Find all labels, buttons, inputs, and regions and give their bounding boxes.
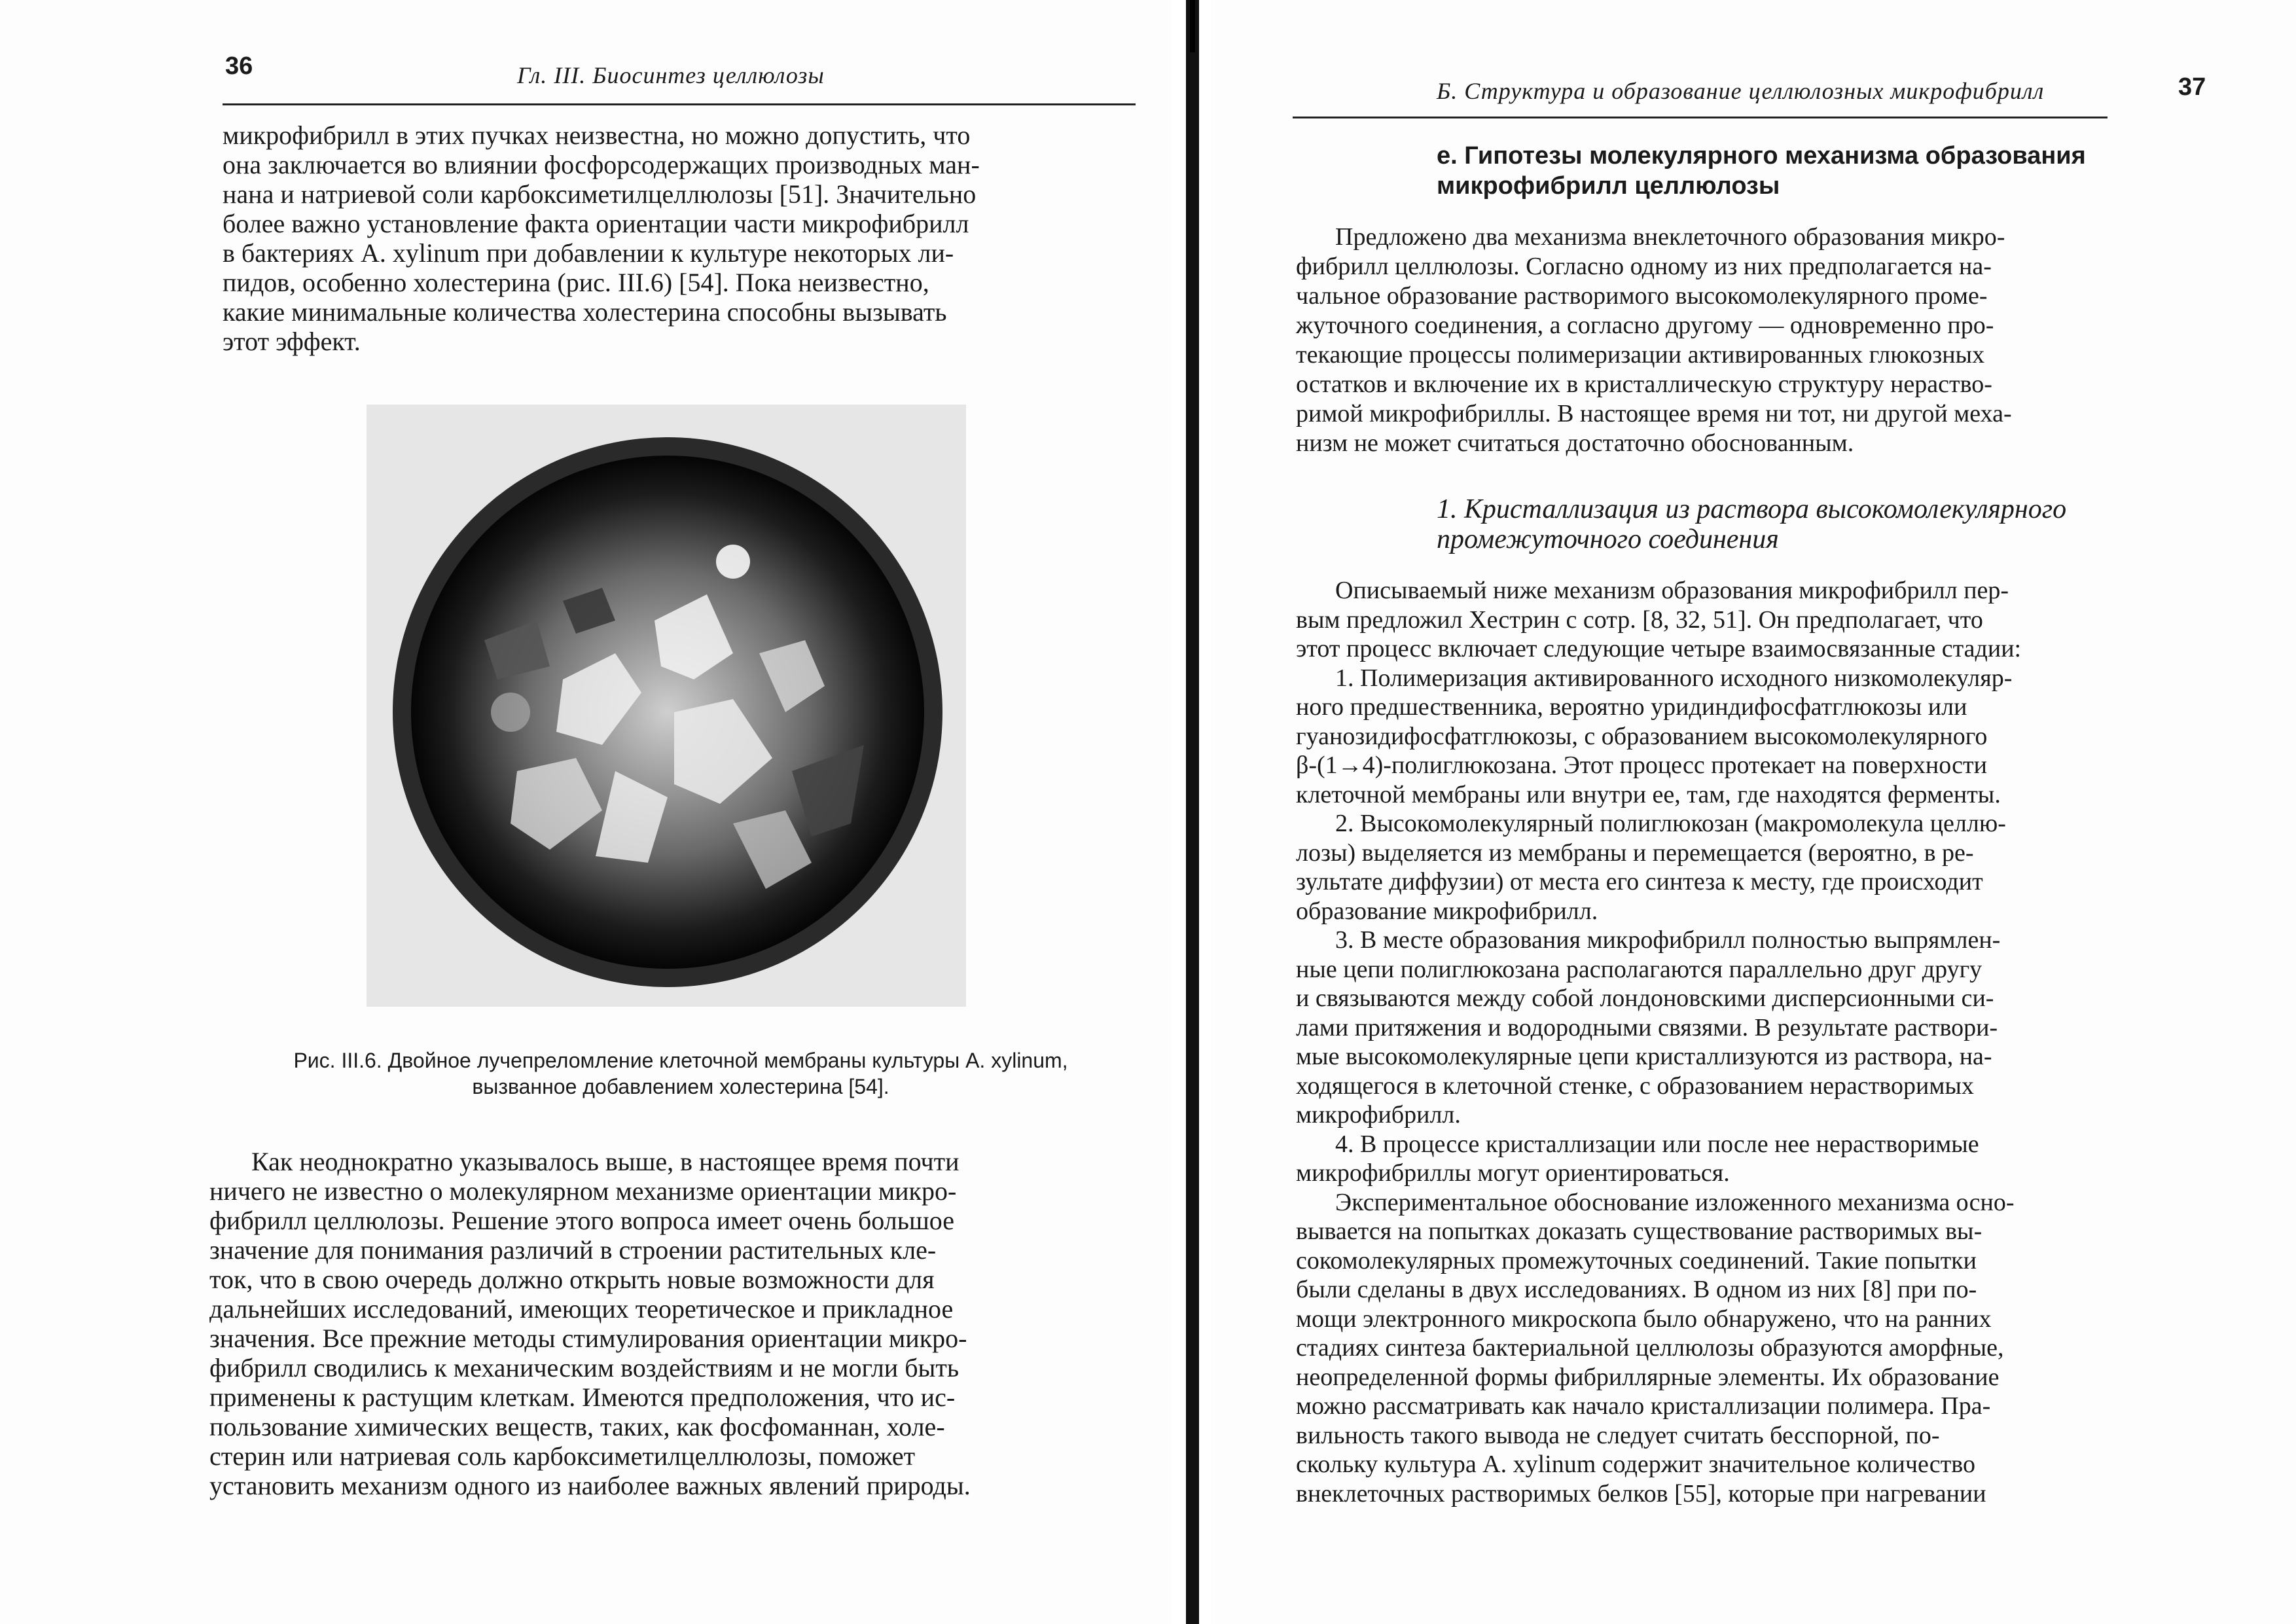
- text-line: остатков и включение их в кристаллическую структуру нераство-: [1296, 370, 1992, 398]
- text-line: 3. В месте образования микрофибрилл полностью выпрямлен-: [1335, 926, 2001, 954]
- text-line: фибрилл целлюлозы. Решение этого вопроса имеет очень большое: [209, 1206, 955, 1235]
- running-head: Гл. III. Биосинтез целлюлозы: [517, 62, 825, 88]
- text-line: и связываются между собой лондоновскими дисперсионными си-: [1296, 984, 1994, 1012]
- text-line: неопределенной формы фибриллярные элементы. Их образование: [1296, 1363, 2000, 1391]
- text-line: применены к растущим клеткам. Имеются предположения, что ис-: [209, 1382, 956, 1412]
- text-line: стадиях синтеза бактериальной целлюлозы образуются аморфные,: [1296, 1334, 2004, 1362]
- subheading: [1437, 494, 2066, 554]
- text-line: пидов, особенно холестерина (рис. III.6) [54]. Пока неизвестно,: [223, 268, 929, 297]
- text-line: установить механизм одного из наиболее важных явлений природы.: [209, 1471, 971, 1500]
- text-line: низм не может считаться достаточно обоснованным.: [1296, 429, 1854, 457]
- text-line: фибрилл целлюлозы. Согласно одному из них предполагается на-: [1296, 253, 1992, 280]
- text-line: в бактериях A. xylinum при добавлении к культуре некоторых ли-: [223, 238, 954, 268]
- paragraph-1: [223, 120, 1136, 356]
- text-line: гуанозидифосфатглюкозы, с образованием высокомолекулярного: [1296, 722, 1988, 750]
- text-line: значение для понимания различий в строении растительных кле-: [209, 1235, 937, 1265]
- header-rule: [1293, 117, 2108, 118]
- heading-line: микрофибрилл целлюлозы: [1437, 172, 1780, 200]
- right-page: [1211, 0, 2296, 1624]
- text-line: пользование химических веществ, таких, как фосфоманнан, холе-: [209, 1412, 945, 1441]
- text-line: ходящегося в клеточной стенке, с образованием нерастворимых: [1296, 1072, 1974, 1100]
- text-line: мощи электронного микроскопа было обнаружено, что на ранних: [1296, 1305, 1992, 1333]
- text-line: сокомолекулярных промежуточных соединений. Такие попытки: [1296, 1246, 1977, 1274]
- text-line: Описываемый ниже механизм образования микрофибрилл пер-: [1335, 577, 2009, 604]
- text-line: ные цепи полиглюкозана располагаются параллельно друг другу: [1296, 955, 1982, 983]
- text-line: микрофибрилл в этих пучках неизвестна, но можно допустить, что: [223, 120, 971, 150]
- text-line: скольку культура A. xylinum содержит значительное количество: [1296, 1451, 1975, 1478]
- book-spine: [1186, 0, 1199, 1624]
- figure-caption: [216, 1047, 1145, 1100]
- dish-field: [411, 456, 924, 969]
- page-number: 37: [2178, 73, 2206, 101]
- text-line: римой микрофибриллы. В настоящее время ни тот, ни другой меха-: [1296, 400, 2012, 427]
- text-line: дальнейших исследований, имеющих теоретическое и прикладное: [209, 1294, 954, 1324]
- text-line: Как неоднократно указывалось выше, в настоящее время почти: [251, 1147, 960, 1176]
- text-line: значения. Все прежние методы стимулирования ориентации микро-: [209, 1324, 967, 1353]
- text-line: вывается на попытках доказать существование растворимых вы-: [1296, 1218, 1982, 1245]
- micrograph-image: [367, 405, 966, 1007]
- subheading-line: 1. Кристаллизация из раствора высокомолекулярного: [1437, 494, 2067, 524]
- text-line: 4. В процессе кристаллизации или после нее нерастворимые: [1335, 1130, 1979, 1158]
- book-spine-top: [1190, 0, 1195, 52]
- caption-line: Рис. III.6. Двойное лучепреломление клеточной мембраны культуры A. xylinum,: [293, 1049, 1068, 1072]
- text-line: текающие процессы полимеризации активированных глюкозных: [1296, 341, 1985, 369]
- text-line: 2. Высокомолекулярный полиглюкозан (макромолекула целлю-: [1335, 810, 2006, 837]
- paragraph-2: [209, 1147, 1126, 1500]
- subheading-line: промежуточного соединения: [1437, 524, 1779, 554]
- text-line: чальное образование растворимого высокомолекулярного проме-: [1296, 282, 1988, 310]
- text-line: Экспериментальное обоснование изложенного механизма осно-: [1335, 1188, 2015, 1216]
- text-line: были сделаны в двух исследованиях. В одном из них [8] при по-: [1296, 1276, 1977, 1303]
- page-number: 36: [225, 52, 253, 80]
- text-line: микрофибрилл.: [1296, 1101, 1461, 1128]
- text-line: микрофибриллы могут ориентироваться.: [1296, 1159, 1730, 1187]
- text-line: зультате диффузии) от места его синтеза к месту, где происходит: [1296, 868, 1983, 895]
- section-heading: [1437, 141, 2086, 201]
- text-line: лозы) выделяется из мембраны и перемещается (вероятно, в ре-: [1296, 839, 1974, 867]
- text-line: клеточной мембраны или внутри ее, там, где находятся ферменты.: [1296, 780, 2001, 808]
- text-line: она заключается во влиянии фосфорсодержащих производных ман-: [223, 150, 980, 179]
- text-line: Предложено два механизма внеклеточного образования микро-: [1335, 223, 2005, 251]
- text-line: внеклеточных растворимых белков [55], которые при нагревании: [1296, 1479, 1986, 1507]
- text-line: этот эффект.: [223, 327, 361, 356]
- text-line: ток, что в свою очередь должно открыть новые возможности для: [209, 1265, 935, 1294]
- text-line: вильность такого вывода не следует считать бесспорной, по-: [1296, 1421, 1940, 1449]
- text-line: жуточного соединения, а согласно другому — одновременно про-: [1296, 312, 1994, 339]
- paragraph-1: [1296, 223, 2108, 458]
- figure-micrograph: [367, 405, 966, 1007]
- text-line: какие минимальные количества холестерина способны вызывать: [223, 297, 947, 327]
- text-line: образование микрофибрилл.: [1296, 897, 1598, 925]
- text-line: 1. Полимеризация активированного исходного низкомолекуляр-: [1335, 664, 2013, 692]
- text-line: фибрилл сводились к механическим воздействиям и не могли быть: [209, 1353, 960, 1382]
- running-head: Б. Структура и образование целлюлозных микрофибрилл: [1437, 78, 2045, 104]
- text-line: ничего не известно о молекулярном механизме ориентации микро-: [209, 1176, 957, 1206]
- text-line: более важно установление факта ориентации части микрофибрилл: [223, 209, 969, 238]
- text-line: мые высокомолекулярные цепи кристаллизуются из раствора, на-: [1296, 1043, 1992, 1070]
- text-line: вым предложил Хестрин с сотр. [8, 32, 51]. Он предполагает, что: [1296, 605, 1983, 634]
- text-line: ного предшественника, вероятно уридиндифосфатглюкозы или: [1296, 693, 1967, 721]
- text-line: β-(1→4)-полиглюкозана. Этот процесс протекает на поверхности: [1296, 751, 1987, 779]
- header-rule: [223, 103, 1136, 105]
- heading-line: е. Гипотезы молекулярного механизма образования: [1437, 142, 2086, 170]
- paragraph-2: [1296, 576, 2108, 1508]
- text-line: лами притяжения и водородными связями. В результате раствори-: [1296, 1013, 1998, 1041]
- caption-line: вызванное добавлением холестерина [54].: [472, 1075, 889, 1098]
- text-line: можно рассматривать как начало кристаллизации полимера. Пра-: [1296, 1392, 1991, 1420]
- text-line: стерин или натриевая соль карбоксиметилцеллюлозы, поможет: [209, 1441, 916, 1471]
- text-line: нана и натриевой соли карбоксиметилцеллюлозы [51]. Значительно: [223, 179, 977, 209]
- text-line: этот процесс включает следующие четыре взаимосвязанные стадии:: [1296, 635, 2022, 662]
